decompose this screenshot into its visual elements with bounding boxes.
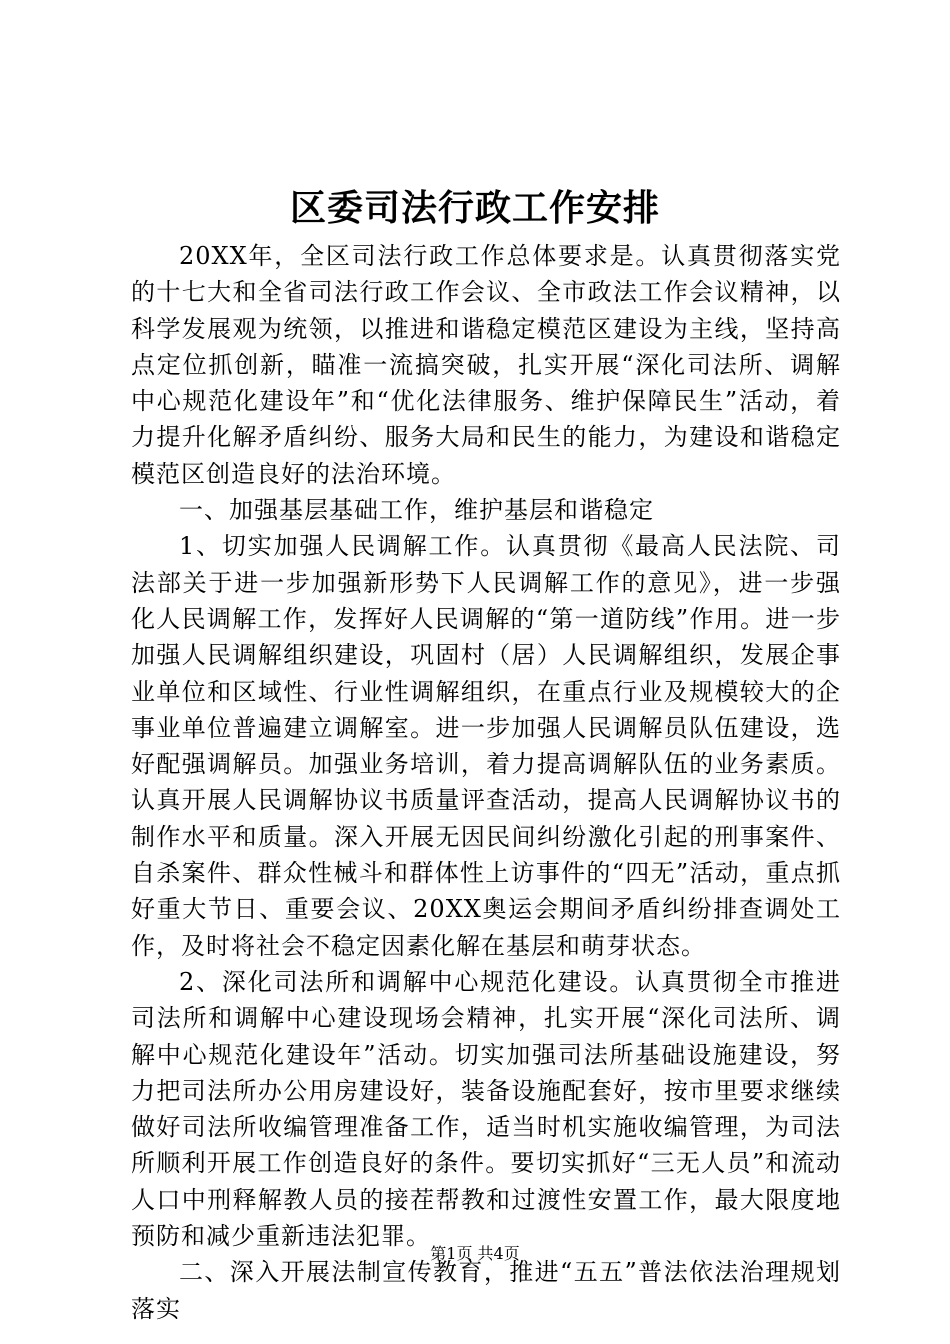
section-heading-2: 二、深入开展法制宣传教育，推进“五五”普法依法治理规划落实 — [131, 1258, 841, 1323]
section-heading-1: 一、加强基层基础工作，维护基层和谐稳定 — [179, 496, 654, 525]
intro-paragraph: 20XX年，全区司法行政工作总体要求是。认真贯彻落实党的十七大和全省司法行政工作会议、全市政法工作会议精神，以科学发展观为统领，以推进和谐稳定模范区建设为主线，坚持高点定位抓创新，瞄准一流搞突破，扎实开展“深化司法所、调解中心规范化建设年”和“优化法律服务、维护保障民生”活动，着力提升化解矛盾纠纷、服务大局和民生的能力，为建设和谐稳定模范区创造良好的法治环境。 — [131, 242, 841, 488]
paragraph-item-2: 2、深化司法所和调解中心规范化建设。认真贯彻全市推进司法所和调解中心建设现场会精神，扎实开展“深化司法所、调解中心规范化建设年”活动。切实加强司法所基础设施建设，努力把司法所办公用房建设好，装备设施配套好，按市里要求继续做好司法所收编管理准备工作，适当时机实施收编管理，为司法所顺利开展工作创造良好的条件。要切实抓好“三无人员”和流动人口中刑释解教人员的接茬帮教和过渡性安置工作，最大限度地预防和减少重新违法犯罪。 — [131, 967, 841, 1251]
page-number-footer: 第1页 共4页 — [430, 1244, 520, 1263]
paragraph-item-1: 1、切实加强人民调解工作。认真贯彻《最高人民法院、司法部关于进一步加强新形势下人民调解工作的意见》，进一步强化人民调解工作，发挥好人民调解的“第一道防线”作用。进一步加强人民调解组织建设，巩固村（居）人民调解组织，发展企事业单位和区域性、行业性调解组织，在重点行业及规模较大的企事业单位普遍建立调解室。进一步加强人民调解员队伍建设，选好配强调解员。加强业务培训，着力提高调解队伍的业务素质。认真开展人民调解协议书质量评查活动，提高人民调解协议书的制作水平和质量。深入开展无因民间纠纷激化引起的刑事案件、自杀案件、群众性械斗和群体性上访事件的“四无”活动，重点抓好重大节日、重要会议、20XX奥运会期间矛盾纠纷排查调处工作，及时将社会不稳定因素化解在基层和萌芽状态。 — [131, 532, 841, 960]
document-body — [131, 238, 841, 1327]
document-title: 区委司法行政工作安排 — [289, 187, 660, 229]
